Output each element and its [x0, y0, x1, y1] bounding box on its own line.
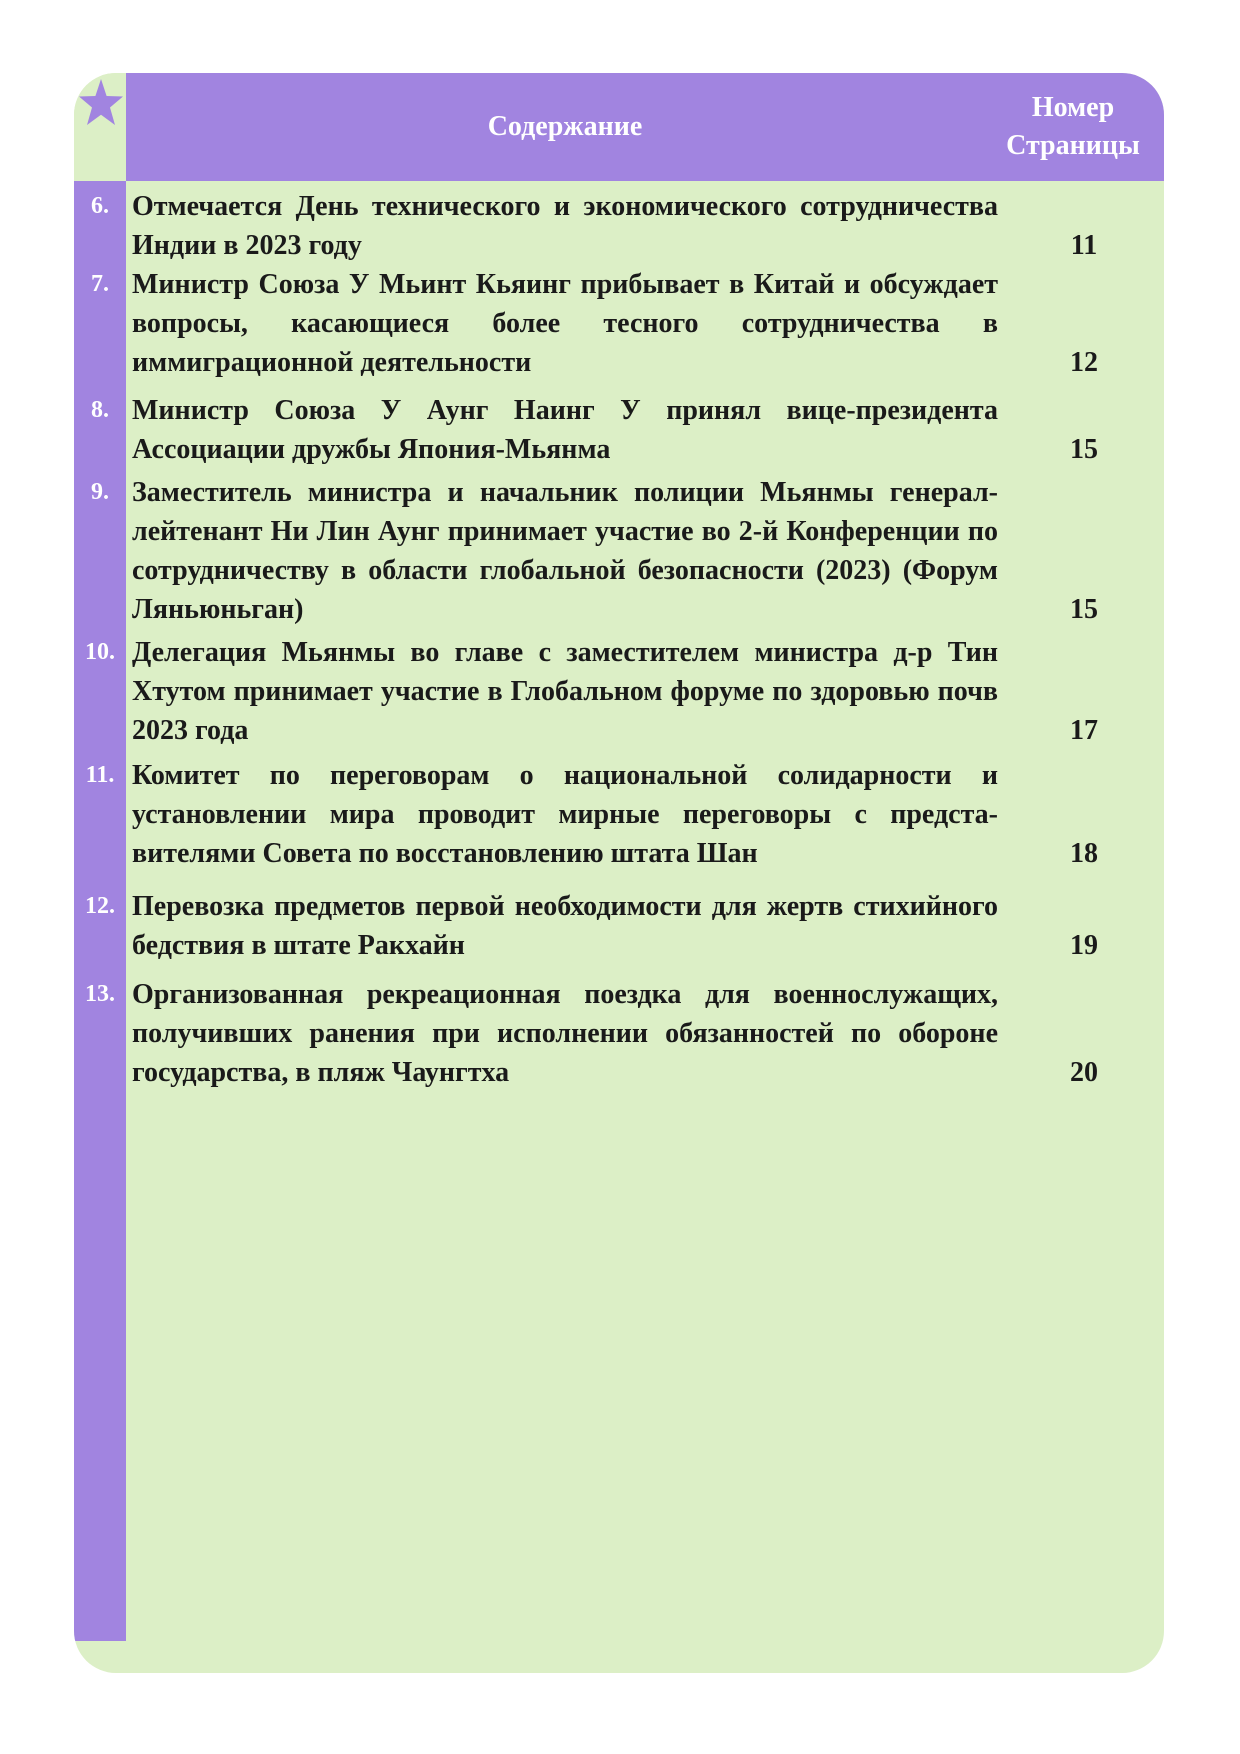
entry-number: 8. [91, 397, 109, 423]
entry-title[interactable]: Отмечается День технического и экономического сотрудничества Индии в 2023 году [132, 191, 998, 261]
entry-page-number: 15 [1070, 594, 1098, 625]
entry-number: 7. [91, 271, 109, 297]
entry-title[interactable]: Министр Союза У Аунг Наинг У принял вице-президента Ассоциации дружбы Япония-Мьянма [132, 395, 998, 465]
entry-title[interactable]: Организованная рекреационная поездка для военнослужащих, получивших ранения при исполнении обязанностей по обороне государства, в пляж Чаунгтха [132, 979, 998, 1088]
entry-page-number: 12 [1070, 347, 1098, 378]
entry-number: 13. [85, 981, 115, 1007]
page-number-heading [982, 89, 1164, 165]
entry-number: 6. [91, 193, 109, 219]
entry-title[interactable]: Перевозка предметов первой необходимости для жертв стихийного бедствия в штате Ракхайн [132, 891, 998, 961]
entry-page-number: 19 [1070, 930, 1098, 961]
entry-number: 9. [91, 479, 109, 505]
entry-title[interactable]: Заместитель министра и начальник полиции Мьянмы генерал-лейтенант Ни Лин Аунг принимает участие во 2-й Конференции по сотрудничеству в области глобальной безопасности (2023) (Форум Ляньюньган) [132, 477, 998, 625]
entry-page-number: 17 [1070, 715, 1098, 746]
page-number-heading-line1: Номер [1031, 92, 1115, 123]
header-corner [74, 73, 126, 181]
entry-title[interactable]: Министр Союза У Мьинт Кьяинг прибывает в Китай и обсуждает вопросы, касающиеся более тесного сотрудничества в иммиграционной деятельности [132, 269, 998, 378]
entry-title[interactable]: Комитет по переговорам о национальной солидарности и установлении мира проводит мирные переговоры с представителями Совета по восстановлению штата Шан [132, 760, 998, 869]
contents-card [74, 73, 1164, 1673]
contents-title: Содержание [487, 111, 643, 142]
entry-page-number: 15 [1070, 434, 1098, 465]
entry-number: 10. [85, 639, 115, 665]
entry-title[interactable]: Делегация Мьянмы во главе с заместителем министра д-р Тин Хтутом принимает участие в Глобальном форуме по здоровью почв 2023 года [132, 637, 998, 746]
entry-page-number: 11 [1070, 230, 1098, 261]
page-number-heading-line2: Страницы [1006, 130, 1140, 161]
star-icon [78, 77, 124, 133]
entry-page-number: 18 [1070, 838, 1098, 869]
entry-number: 11. [85, 762, 115, 788]
entry-page-number: 20 [1070, 1057, 1098, 1088]
contents-header [126, 73, 1164, 181]
entry-number: 12. [85, 893, 115, 919]
